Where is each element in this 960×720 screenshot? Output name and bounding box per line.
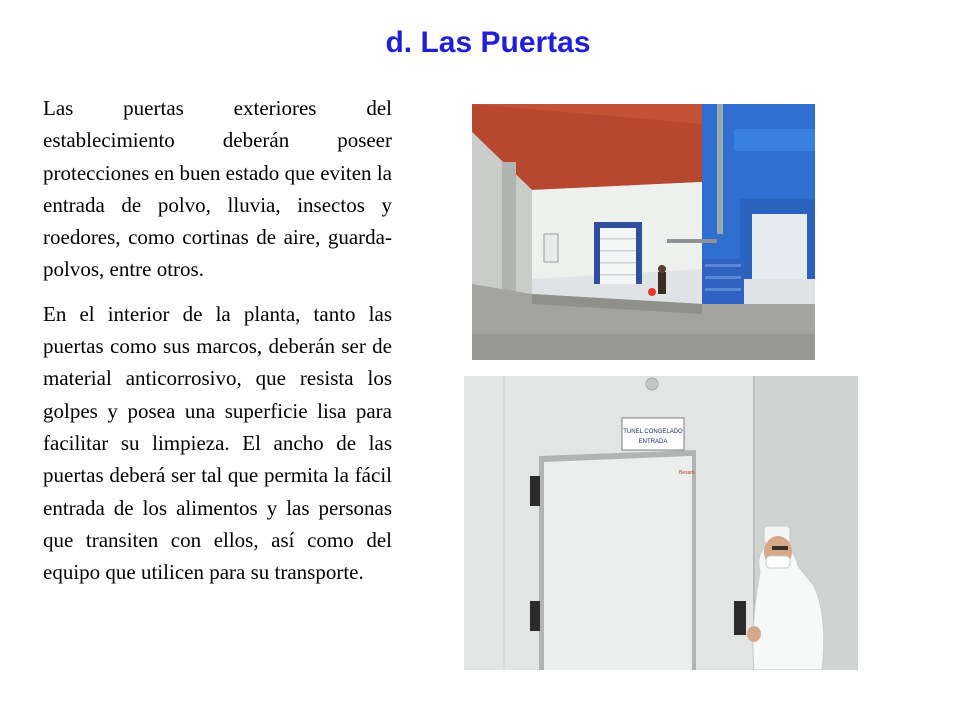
interior-freezer-door-photo [464,376,858,670]
page-title: d. Las Puertas [385,26,591,59]
body-text [43,92,392,600]
paragraph-exterior-doors: Las puertas exteriores del establecimiento deberán poseer protecciones en buen estado que eviten la entrada de polvo, lluvia, insectos y roedores, como cortinas de aire, guarda-polvos, entre otros. [43,96,392,282]
sign-line-2: ENTRADA [638,439,668,445]
paragraph-interior-doors: En el interior de la planta, tanto las puertas como sus marcos, deberán ser de material anticorrosivo, que resista los golpes y posea una superficie lisa para facilitar su limpieza. El ancho de las puertas deberá ser tal que permita la fácil entrada de los alimentos y las personas que transiten con ellos, así como del equipo que utilicen para su transporte. [43,301,392,585]
sign-line-1: TUNEL CONGELADO [623,429,683,435]
door-label: Besam [679,470,695,476]
exterior-loading-dock-photo [472,104,815,360]
